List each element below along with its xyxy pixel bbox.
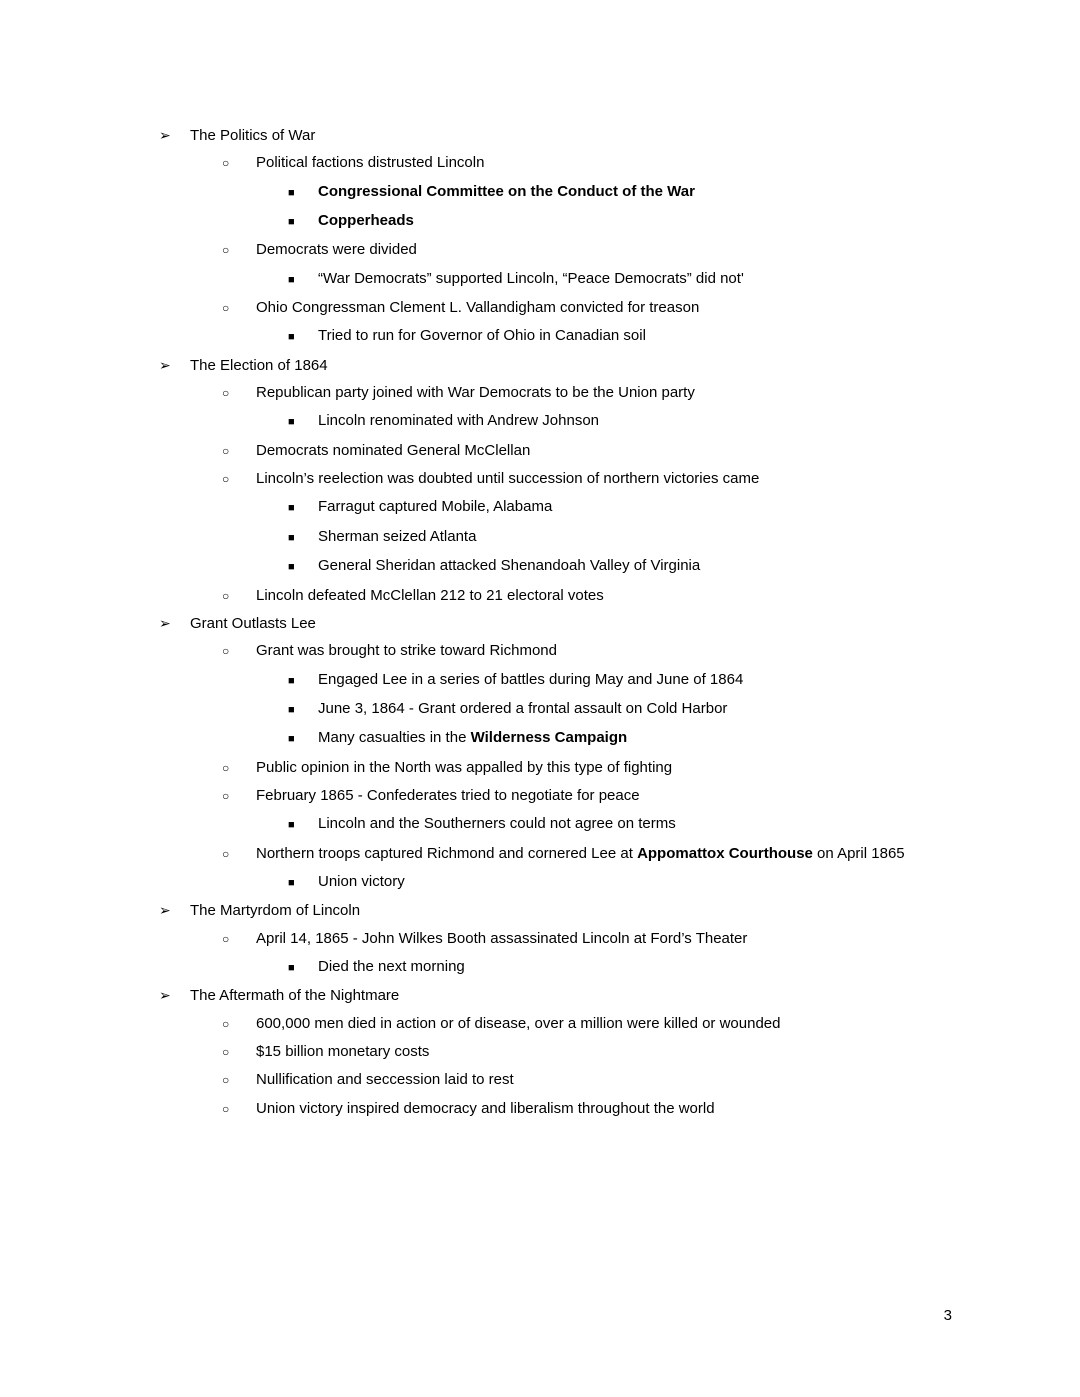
list-item bbox=[0, 1095, 1080, 1123]
circle-bullet-icon: ○ bbox=[222, 931, 230, 946]
list-item-text: Lincoln and the Southerners could not agree on terms bbox=[318, 815, 676, 833]
list-item-text: “War Democrats” supported Lincoln, “Peace Democrats” did not' bbox=[318, 269, 744, 287]
list-item-text: Grant was brought to strike toward Richmond bbox=[256, 642, 557, 660]
list-item bbox=[0, 953, 1080, 982]
list-item bbox=[0, 122, 1080, 149]
square-bullet-icon: ■ bbox=[288, 216, 295, 229]
arrow-bullet-icon: ➢ bbox=[159, 902, 171, 919]
square-bullet-icon: ■ bbox=[288, 733, 295, 746]
list-item bbox=[0, 1010, 1080, 1038]
square-bullet-icon: ■ bbox=[288, 186, 295, 199]
list-item-text: Nullification and seccession laid to rest bbox=[256, 1071, 514, 1089]
square-bullet-icon: ■ bbox=[288, 561, 295, 574]
square-bullet-icon: ■ bbox=[288, 502, 295, 515]
list-item bbox=[0, 610, 1080, 637]
circle-bullet-icon: ○ bbox=[222, 472, 230, 487]
circle-bullet-icon: ○ bbox=[222, 1045, 230, 1059]
square-bullet-icon: ■ bbox=[288, 416, 295, 429]
list-item-text: Engaged Lee in a series of battles during May and June of 1864 bbox=[318, 670, 744, 688]
list-item-text: Farragut captured Mobile, Alabama bbox=[318, 498, 553, 516]
list-item bbox=[0, 552, 1080, 581]
list-item-text: Political factions distrusted Lincoln bbox=[256, 154, 485, 172]
list-item bbox=[0, 810, 1080, 839]
circle-bullet-icon: ○ bbox=[222, 386, 230, 401]
list-item-text: Republican party joined with War Democrats to be the Union party bbox=[256, 384, 695, 402]
list-item-text: Public opinion in the North was appalled by this type of fighting bbox=[256, 758, 673, 776]
arrow-bullet-icon: ➢ bbox=[159, 987, 171, 1004]
list-item-text: Lincoln defeated McClellan 212 to 21 electoral votes bbox=[256, 586, 604, 604]
list-item bbox=[0, 724, 1080, 753]
list-item bbox=[0, 379, 1080, 407]
circle-bullet-icon: ○ bbox=[222, 760, 230, 775]
list-item bbox=[0, 582, 1080, 610]
list-item-text: The Martyrdom of Lincoln bbox=[190, 902, 361, 920]
list-item bbox=[0, 149, 1080, 177]
circle-bullet-icon: ○ bbox=[222, 443, 230, 458]
page-number: 3 bbox=[943, 1307, 952, 1324]
list-item bbox=[0, 666, 1080, 695]
list-item-text: Grant Outlasts Lee bbox=[190, 614, 316, 632]
arrow-bullet-icon: ➢ bbox=[159, 614, 171, 631]
square-bullet-icon: ■ bbox=[288, 273, 295, 286]
arrow-bullet-icon: ➢ bbox=[159, 356, 171, 373]
circle-bullet-icon: ○ bbox=[222, 588, 230, 603]
list-item bbox=[0, 782, 1080, 810]
circle-bullet-icon: ○ bbox=[222, 788, 230, 803]
list-item bbox=[0, 1066, 1080, 1094]
list-item-text: Lincoln renominated with Andrew Johnson bbox=[318, 412, 600, 430]
list-item bbox=[0, 493, 1080, 522]
list-item-text: The Election of 1864 bbox=[190, 356, 328, 374]
list-item bbox=[0, 925, 1080, 953]
list-item bbox=[0, 207, 1080, 236]
list-item bbox=[0, 637, 1080, 665]
list-item bbox=[0, 352, 1080, 379]
list-item-text: Ohio Congressman Clement L. Vallandigham convicted for treason bbox=[256, 299, 700, 317]
list-item-text: Tried to run for Governor of Ohio in Canadian soil bbox=[318, 327, 646, 345]
circle-bullet-icon: ○ bbox=[222, 1073, 230, 1088]
list-item-text: June 3, 1864 - Grant ordered a frontal assault on Cold Harbor bbox=[318, 699, 728, 717]
list-item-text: Democrats nominated General McClellan bbox=[256, 441, 531, 459]
list-item bbox=[0, 754, 1080, 782]
arrow-bullet-icon: ➢ bbox=[159, 127, 171, 143]
square-bullet-icon: ■ bbox=[288, 876, 295, 889]
circle-bullet-icon: ○ bbox=[222, 301, 230, 316]
list-item bbox=[0, 407, 1080, 436]
list-item-text: Sherman seized Atlanta bbox=[318, 527, 477, 545]
list-item bbox=[0, 322, 1080, 351]
list-item bbox=[0, 982, 1080, 1009]
list-item bbox=[0, 840, 1080, 868]
list-item bbox=[0, 465, 1080, 493]
list-item-text: Northern troops captured Richmond and cornered Lee at Appomattox Courthouse on April 1865 bbox=[256, 844, 905, 862]
list-item-text: Many casualties in the Wilderness Campaign bbox=[318, 729, 628, 747]
list-item-text: The Politics of War bbox=[190, 127, 316, 144]
list-item bbox=[0, 868, 1080, 897]
list-item-text: February 1865 - Confederates tried to negotiate for peace bbox=[256, 786, 640, 804]
list-item-text: April 14, 1865 - John Wilkes Booth assassinated Lincoln at Ford’s Theater bbox=[256, 929, 748, 947]
list-item-text: Union victory inspired democracy and liberalism throughout the world bbox=[256, 1099, 715, 1117]
square-bullet-icon: ■ bbox=[288, 674, 295, 687]
circle-bullet-icon: ○ bbox=[222, 644, 230, 659]
list-item-text: Died the next morning bbox=[318, 957, 465, 975]
list-item-text: Copperheads bbox=[318, 212, 414, 230]
list-item-text: Union victory bbox=[318, 872, 405, 890]
list-item-text: Congressional Committee on the Conduct of the War bbox=[318, 182, 695, 200]
circle-bullet-icon: ○ bbox=[222, 1016, 230, 1031]
circle-bullet-icon: ○ bbox=[222, 846, 230, 861]
list-item bbox=[0, 294, 1080, 322]
square-bullet-icon: ■ bbox=[288, 961, 295, 974]
list-item-text: Democrats were divided bbox=[256, 241, 417, 259]
list-item bbox=[0, 236, 1080, 264]
square-bullet-icon: ■ bbox=[288, 703, 295, 716]
list-item bbox=[0, 437, 1080, 465]
list-item-text: Lincoln’s reelection was doubted until succession of northern victories came bbox=[256, 470, 760, 488]
circle-bullet-icon: ○ bbox=[222, 243, 230, 258]
list-item bbox=[0, 897, 1080, 924]
square-bullet-icon: ■ bbox=[288, 331, 295, 344]
list-item-text: The Aftermath of the Nightmare bbox=[190, 987, 400, 1005]
circle-bullet-icon: ○ bbox=[222, 1101, 230, 1116]
list-item bbox=[0, 1038, 1080, 1066]
list-item-text: $15 billion monetary costs bbox=[256, 1043, 430, 1060]
square-bullet-icon: ■ bbox=[288, 531, 295, 544]
list-item bbox=[0, 265, 1080, 294]
list-item bbox=[0, 178, 1080, 207]
outline-list bbox=[0, 122, 1080, 1123]
list-item-text: 600,000 men died in action or of disease, over a million were killed or wounded bbox=[256, 1014, 781, 1032]
list-item bbox=[0, 523, 1080, 552]
circle-bullet-icon: ○ bbox=[222, 156, 230, 171]
square-bullet-icon: ■ bbox=[288, 819, 295, 832]
list-item-text: General Sheridan attacked Shenandoah Valley of Virginia bbox=[318, 557, 701, 575]
list-item bbox=[0, 695, 1080, 724]
